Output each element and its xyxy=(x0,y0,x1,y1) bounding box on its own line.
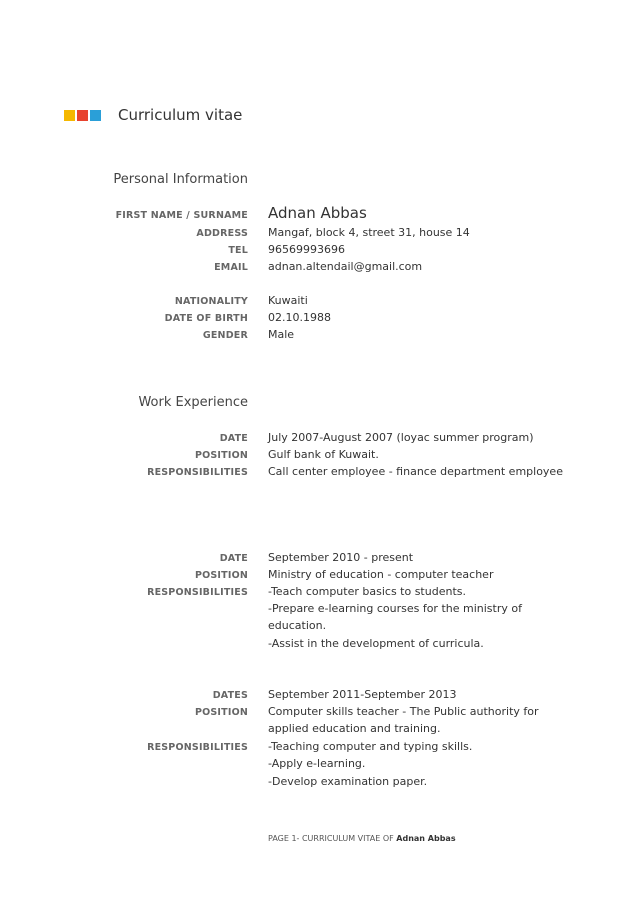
name-label: FIRST NAME / SURNAME xyxy=(115,210,248,221)
job2-position-label: POSITION xyxy=(194,570,248,581)
job3-position-line: Computer skills teacher - The Public authority for xyxy=(268,705,539,718)
job1-position: Gulf bank of Kuwait. xyxy=(268,448,379,461)
job2-date-label: DATE xyxy=(219,553,248,564)
gender-label: GENDER xyxy=(202,330,248,341)
tel-value: 96569993696 xyxy=(268,243,345,256)
logo xyxy=(64,110,101,121)
job2-resp-line: -Teach computer basics to students. xyxy=(268,585,466,598)
logo-square-yellow xyxy=(64,110,75,121)
job3-date-label: DATES xyxy=(212,690,248,701)
job2-resp-line: -Prepare e-learning courses for the ministry of xyxy=(268,602,522,615)
dob-value: 02.10.1988 xyxy=(268,311,331,324)
job1-resp-line: Call center employee - finance department employee xyxy=(268,465,563,478)
footer-prefix: PAGE 1- CURRICULUM VITAE OF xyxy=(268,834,397,843)
address-label: ADDRESS xyxy=(196,228,248,239)
document-title: Curriculum vitae xyxy=(118,106,243,124)
address-value: Mangaf, block 4, street 31, house 14 xyxy=(268,226,470,239)
nationality-value: Kuwaiti xyxy=(268,294,308,307)
job3-resp-label: RESPONSIBILITIES xyxy=(147,742,248,753)
job2-resp-line: education. xyxy=(268,619,327,632)
gender-value: Male xyxy=(268,328,295,341)
job3-resp-line: -Apply e-learning. xyxy=(268,757,366,770)
job3-resp-line: -Teaching computer and typing skills. xyxy=(268,740,473,753)
job2-resp-line: -Assist in the development of curricula. xyxy=(268,637,484,650)
job2-position: Ministry of education - computer teacher xyxy=(268,568,494,581)
job2-resp-label: RESPONSIBILITIES xyxy=(147,587,248,598)
page-footer xyxy=(268,834,456,843)
nationality-label: NATIONALITY xyxy=(174,296,248,307)
email-value: adnan.altendail@gmail.com xyxy=(268,260,423,273)
job1-date-label: DATE xyxy=(219,433,248,444)
job2-date: September 2010 - present xyxy=(268,551,414,564)
job1-resp-label: RESPONSIBILITIES xyxy=(147,467,248,478)
personal-section-title: Personal Information xyxy=(113,172,248,187)
job3-position-label: POSITION xyxy=(194,707,248,718)
work-section-title: Work Experience xyxy=(138,395,248,410)
dob-label: DATE OF BIRTH xyxy=(164,313,248,324)
job1-position-label: POSITION xyxy=(194,450,248,461)
email-label: EMAIL xyxy=(214,262,248,273)
tel-label: TEL xyxy=(228,245,248,256)
job3-resp-line: -Develop examination paper. xyxy=(268,775,428,788)
job3-position-line: applied education and training. xyxy=(268,722,441,735)
logo-square-red xyxy=(77,110,88,121)
logo-square-blue xyxy=(90,110,101,121)
job1-date: July 2007-August 2007 (loyac summer program) xyxy=(268,431,534,444)
footer-name: Adnan Abbas xyxy=(396,834,456,843)
job3-date: September 2011-September 2013 xyxy=(268,688,457,701)
full-name: Adnan Abbas xyxy=(268,204,367,222)
